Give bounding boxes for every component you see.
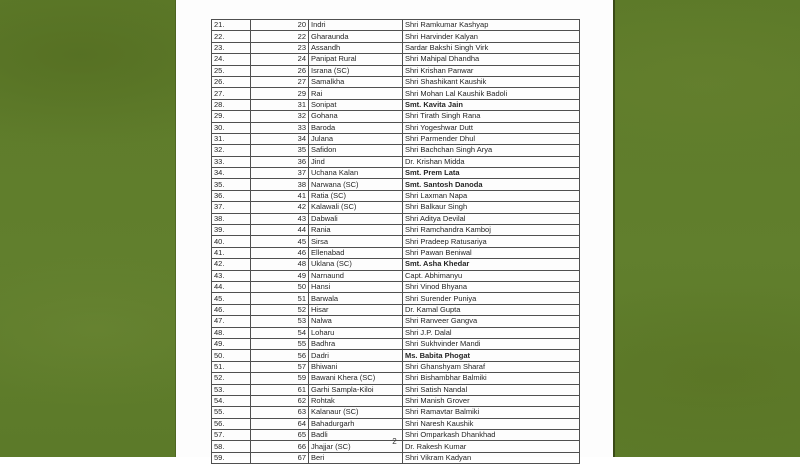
cell-constituency-name: Panipat Rural	[309, 54, 403, 65]
cell-serial-number: 38.	[212, 213, 251, 224]
cell-constituency-number: 62	[251, 395, 309, 406]
cell-serial-number: 34.	[212, 168, 251, 179]
cell-candidate-name: Shri Ramkumar Kashyap	[403, 20, 580, 31]
cell-constituency-name: Hisar	[309, 304, 403, 315]
cell-constituency-name: Assandh	[309, 42, 403, 53]
cell-candidate-name: Shri Tirath Singh Rana	[403, 111, 580, 122]
table-row	[212, 418, 580, 429]
cell-serial-number: 28.	[212, 99, 251, 110]
cell-candidate-name: Shri Naresh Kaushik	[403, 418, 580, 429]
cell-constituency-name: Nalwa	[309, 316, 403, 327]
cell-constituency-number: 65	[251, 430, 309, 441]
table-row	[212, 168, 580, 179]
table-row	[212, 373, 580, 384]
cell-constituency-name: Hansi	[309, 281, 403, 292]
cell-constituency-number: 36	[251, 156, 309, 167]
cell-serial-number: 32.	[212, 145, 251, 156]
table-row	[212, 361, 580, 372]
table-row	[212, 20, 580, 31]
cell-constituency-number: 29	[251, 88, 309, 99]
cell-constituency-name: Jhajjar (SC)	[309, 441, 403, 452]
table-row	[212, 395, 580, 406]
table-row	[212, 304, 580, 315]
cell-candidate-name: Shri Ramchandra Kamboj	[403, 225, 580, 236]
cell-candidate-name: Shri Balkaur Singh	[403, 202, 580, 213]
cell-candidate-name: Smt. Kavita Jain	[403, 99, 580, 110]
cell-constituency-name: Rai	[309, 88, 403, 99]
cell-constituency-name: Kalawali (SC)	[309, 202, 403, 213]
cell-constituency-name: Gohana	[309, 111, 403, 122]
cell-serial-number: 51.	[212, 361, 251, 372]
cell-constituency-name: Samalkha	[309, 76, 403, 87]
cell-candidate-name: Ms. Babita Phogat	[403, 350, 580, 361]
cell-candidate-name: Shri Mahipal Dhandha	[403, 54, 580, 65]
table-row	[212, 202, 580, 213]
candidate-list-table	[211, 19, 580, 464]
cell-candidate-name: Shri Krishan Panwar	[403, 65, 580, 76]
cell-serial-number: 59.	[212, 452, 251, 463]
cell-constituency-number: 48	[251, 259, 309, 270]
table-row	[212, 452, 580, 463]
cell-serial-number: 53.	[212, 384, 251, 395]
cell-constituency-name: Israna (SC)	[309, 65, 403, 76]
cell-candidate-name: Dr. Krishan Midda	[403, 156, 580, 167]
cell-candidate-name: Shri Ranveer Gangva	[403, 316, 580, 327]
cell-constituency-number: 59	[251, 373, 309, 384]
table-row	[212, 99, 580, 110]
table-row	[212, 122, 580, 133]
cell-constituency-number: 24	[251, 54, 309, 65]
cell-candidate-name: Smt. Prem Lata	[403, 168, 580, 179]
cell-constituency-name: Gharaunda	[309, 31, 403, 42]
table-row	[212, 54, 580, 65]
cell-candidate-name: Shri Parmender Dhul	[403, 133, 580, 144]
cell-serial-number: 56.	[212, 418, 251, 429]
cell-constituency-name: Bahadurgarh	[309, 418, 403, 429]
cell-constituency-name: Ratia (SC)	[309, 190, 403, 201]
cell-serial-number: 24.	[212, 54, 251, 65]
cell-constituency-number: 64	[251, 418, 309, 429]
cell-serial-number: 27.	[212, 88, 251, 99]
cell-constituency-number: 49	[251, 270, 309, 281]
cell-serial-number: 54.	[212, 395, 251, 406]
table-row	[212, 65, 580, 76]
cell-constituency-number: 23	[251, 42, 309, 53]
cell-serial-number: 39.	[212, 225, 251, 236]
cell-constituency-name: Jind	[309, 156, 403, 167]
cell-serial-number: 48.	[212, 327, 251, 338]
cell-serial-number: 57.	[212, 430, 251, 441]
table-row	[212, 327, 580, 338]
cell-candidate-name: Shri Pawan Beniwal	[403, 247, 580, 258]
cell-constituency-number: 33	[251, 122, 309, 133]
table-row	[212, 225, 580, 236]
cell-candidate-name: Shri Sukhvinder Mandi	[403, 338, 580, 349]
cell-candidate-name: Shri Surender Puniya	[403, 293, 580, 304]
cell-constituency-name: Narwana (SC)	[309, 179, 403, 190]
cell-constituency-number: 38	[251, 179, 309, 190]
table-row	[212, 247, 580, 258]
cell-constituency-number: 61	[251, 384, 309, 395]
table-row	[212, 316, 580, 327]
cell-constituency-number: 32	[251, 111, 309, 122]
cell-serial-number: 44.	[212, 281, 251, 292]
table-row	[212, 407, 580, 418]
cell-constituency-name: Baroda	[309, 122, 403, 133]
cell-constituency-number: 50	[251, 281, 309, 292]
table-row	[212, 350, 580, 361]
table-row	[212, 133, 580, 144]
cell-serial-number: 41.	[212, 247, 251, 258]
cell-candidate-name: Shri Vikram Kadyan	[403, 452, 580, 463]
cell-constituency-name: Sirsa	[309, 236, 403, 247]
table-row	[212, 111, 580, 122]
cell-constituency-name: Badhra	[309, 338, 403, 349]
cell-candidate-name: Shri Pradeep Ratusariya	[403, 236, 580, 247]
cell-constituency-number: 37	[251, 168, 309, 179]
cell-constituency-number: 35	[251, 145, 309, 156]
cell-serial-number: 40.	[212, 236, 251, 247]
cell-constituency-name: Dadri	[309, 350, 403, 361]
cell-constituency-number: 20	[251, 20, 309, 31]
table-row	[212, 42, 580, 53]
cell-constituency-name: Garhi Sampla-Kiloi	[309, 384, 403, 395]
cell-constituency-name: Sonipat	[309, 99, 403, 110]
cell-serial-number: 47.	[212, 316, 251, 327]
cell-constituency-number: 26	[251, 65, 309, 76]
cell-serial-number: 49.	[212, 338, 251, 349]
cell-constituency-name: Bhiwani	[309, 361, 403, 372]
cell-constituency-number: 27	[251, 76, 309, 87]
cell-constituency-name: Bawani Khera (SC)	[309, 373, 403, 384]
cell-serial-number: 45.	[212, 293, 251, 304]
cell-serial-number: 22.	[212, 31, 251, 42]
cell-constituency-name: Uchana Kalan	[309, 168, 403, 179]
cell-candidate-name: Shri Shashikant Kaushik	[403, 76, 580, 87]
cell-constituency-number: 31	[251, 99, 309, 110]
cell-serial-number: 30.	[212, 122, 251, 133]
cell-constituency-name: Beri	[309, 452, 403, 463]
cell-candidate-name: Smt. Santosh Danoda	[403, 179, 580, 190]
cell-constituency-name: Ellenabad	[309, 247, 403, 258]
cell-constituency-name: Dabwali	[309, 213, 403, 224]
cell-candidate-name: Shri Ramavtar Balmiki	[403, 407, 580, 418]
table-row	[212, 31, 580, 42]
cell-serial-number: 55.	[212, 407, 251, 418]
cell-constituency-name: Indri	[309, 20, 403, 31]
table-row	[212, 236, 580, 247]
cell-candidate-name: Shri Ghanshyam Sharaf	[403, 361, 580, 372]
cell-serial-number: 21.	[212, 20, 251, 31]
cell-constituency-number: 67	[251, 452, 309, 463]
cell-constituency-number: 22	[251, 31, 309, 42]
cell-constituency-number: 44	[251, 225, 309, 236]
cell-constituency-name: Uklana (SC)	[309, 259, 403, 270]
cell-serial-number: 42.	[212, 259, 251, 270]
table-row	[212, 76, 580, 87]
cell-constituency-name: Rania	[309, 225, 403, 236]
cell-serial-number: 58.	[212, 441, 251, 452]
cell-constituency-number: 56	[251, 350, 309, 361]
cell-candidate-name: Dr. Kamal Gupta	[403, 304, 580, 315]
cell-candidate-name: Dr. Rakesh Kumar	[403, 441, 580, 452]
cell-candidate-name: Shri Satish Nandal	[403, 384, 580, 395]
cell-constituency-name: Rohtak	[309, 395, 403, 406]
table-row	[212, 190, 580, 201]
table-row	[212, 156, 580, 167]
cell-constituency-number: 46	[251, 247, 309, 258]
cell-serial-number: 23.	[212, 42, 251, 53]
cell-serial-number: 26.	[212, 76, 251, 87]
cell-constituency-number: 57	[251, 361, 309, 372]
table-row	[212, 259, 580, 270]
cell-candidate-name: Shri Vinod Bhyana	[403, 281, 580, 292]
cell-constituency-number: 34	[251, 133, 309, 144]
table-row	[212, 213, 580, 224]
cell-constituency-number: 43	[251, 213, 309, 224]
cell-candidate-name: Capt. Abhimanyu	[403, 270, 580, 281]
table-row	[212, 179, 580, 190]
cell-constituency-name: Narnaund	[309, 270, 403, 281]
cell-constituency-number: 63	[251, 407, 309, 418]
cell-candidate-name: Shri Mohan Lal Kaushik Badoli	[403, 88, 580, 99]
table-row	[212, 281, 580, 292]
cell-serial-number: 31.	[212, 133, 251, 144]
table-row	[212, 384, 580, 395]
cell-serial-number: 50.	[212, 350, 251, 361]
cell-serial-number: 52.	[212, 373, 251, 384]
cell-serial-number: 46.	[212, 304, 251, 315]
cell-candidate-name: Shri Omparkash Dhankhad	[403, 430, 580, 441]
cell-constituency-number: 66	[251, 441, 309, 452]
cell-constituency-number: 45	[251, 236, 309, 247]
cell-constituency-name: Badli	[309, 430, 403, 441]
cell-candidate-name: Shri Laxman Napa	[403, 190, 580, 201]
cell-serial-number: 29.	[212, 111, 251, 122]
cell-constituency-name: Safidon	[309, 145, 403, 156]
candidate-table-body	[212, 20, 580, 464]
document-page	[176, 0, 613, 463]
cell-serial-number: 35.	[212, 179, 251, 190]
table-row	[212, 338, 580, 349]
cell-constituency-number: 54	[251, 327, 309, 338]
cell-serial-number: 25.	[212, 65, 251, 76]
table-row	[212, 145, 580, 156]
cell-constituency-number: 55	[251, 338, 309, 349]
cell-candidate-name: Smt. Asha Khedar	[403, 259, 580, 270]
cell-candidate-name: Shri Bishambhar Balmiki	[403, 373, 580, 384]
cell-constituency-number: 51	[251, 293, 309, 304]
cell-serial-number: 33.	[212, 156, 251, 167]
page-number: 2	[392, 437, 397, 446]
cell-constituency-number: 53	[251, 316, 309, 327]
cell-constituency-name: Kalanaur (SC)	[309, 407, 403, 418]
cell-constituency-number: 42	[251, 202, 309, 213]
cell-candidate-name: Sardar Bakshi Singh Virk	[403, 42, 580, 53]
cell-serial-number: 36.	[212, 190, 251, 201]
cell-constituency-number: 41	[251, 190, 309, 201]
cell-candidate-name: Shri Yogeshwar Dutt	[403, 122, 580, 133]
table-row	[212, 88, 580, 99]
cell-candidate-name: Shri Manish Grover	[403, 395, 580, 406]
cell-candidate-name: Shri Aditya Devilal	[403, 213, 580, 224]
cell-serial-number: 37.	[212, 202, 251, 213]
cell-candidate-name: Shri J.P. Dalal	[403, 327, 580, 338]
cell-serial-number: 43.	[212, 270, 251, 281]
cell-candidate-name: Shri Bachchan Singh Arya	[403, 145, 580, 156]
cell-constituency-name: Loharu	[309, 327, 403, 338]
cell-constituency-name: Barwala	[309, 293, 403, 304]
cell-candidate-name: Shri Harvinder Kalyan	[403, 31, 580, 42]
cell-constituency-name: Julana	[309, 133, 403, 144]
table-row	[212, 293, 580, 304]
table-row	[212, 270, 580, 281]
cell-constituency-number: 52	[251, 304, 309, 315]
